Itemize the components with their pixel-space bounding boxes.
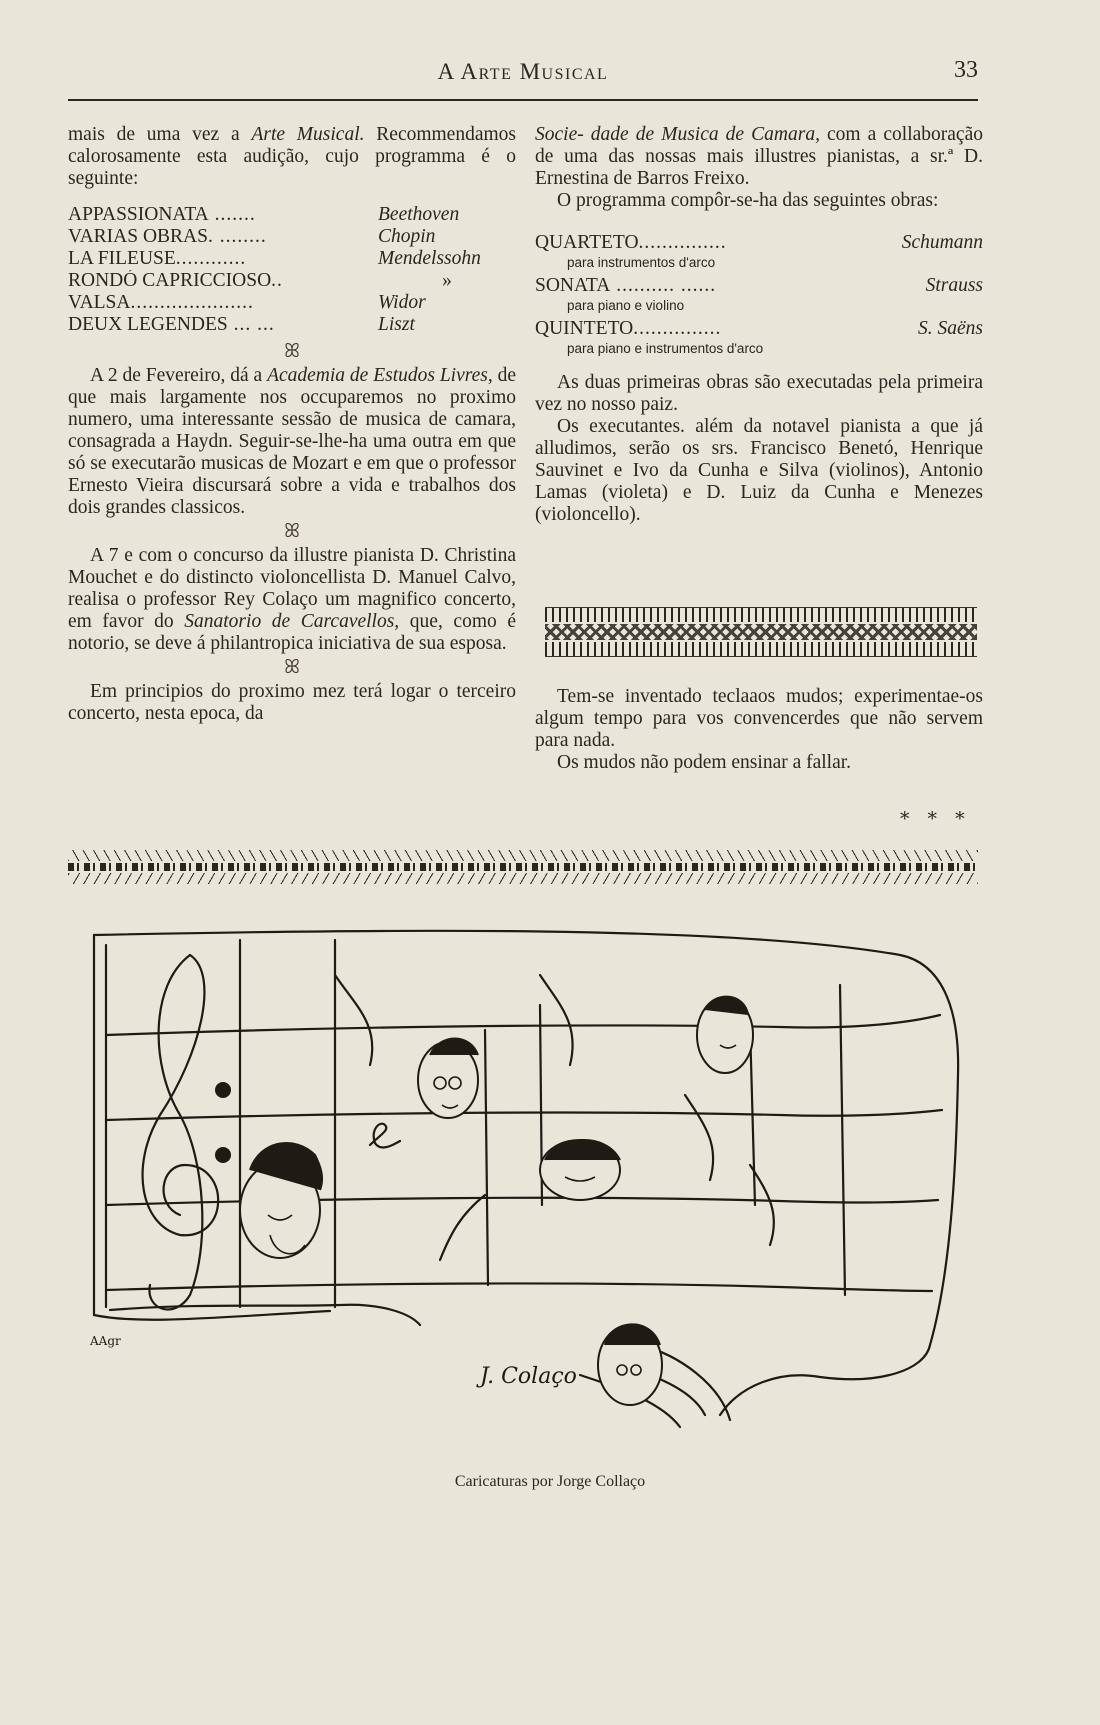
program-row	[68, 292, 516, 314]
intro-paragraph: mais de uma vez a Arte Musical. Recommendamos calorosamente esta audição, cujo programma é o seguinte:	[68, 124, 516, 189]
work-title: VARIAS OBRAS. ........	[68, 226, 267, 247]
paragraph-academia: A 2 de Fevereiro, dá a Academia de Estudos Livres, de que mais largamente nos occuparemos no proximo numero, uma interessante sessão de musica de camara, consagrada a Haydn. Seguir-se-lhe-ha uma outra em que só se executarão musicas de Mozart e em que o professor Ernesto Vieira discursará sobre a vida e trabalhos dos dois grandes classicos.	[68, 365, 517, 518]
paragraph-primeiras: As duas primeiras obras são executadas pela primeira vez no nosso paiz.	[535, 372, 983, 415]
clef-dot	[215, 1082, 231, 1098]
program-row	[68, 248, 516, 270]
paragraph-sociedade: Em principios do proximo mez terá logar o terceiro concerto, nesta epoca, da	[68, 681, 516, 724]
paragraph-teclados: Tem-se inventado teclaaos mudos; experimentae-os algum tempo para vos convencerdes que não servem para nada.	[535, 686, 983, 751]
composer-name: Mendelssohn	[378, 248, 481, 269]
program-row	[68, 226, 516, 248]
left-program-table	[68, 204, 516, 336]
fleuron-ornament: ꕤ	[284, 341, 300, 362]
composer-name: Schumann	[901, 232, 983, 253]
left-column	[68, 124, 516, 725]
figure-caption: Caricaturas por Jorge Collaço	[454, 1473, 646, 1490]
instrumentation-note: para instrumentos d'arco	[567, 255, 716, 270]
program-row	[68, 204, 516, 226]
program-row	[68, 314, 516, 336]
program-intro: O programma compôr-se-ha das seguintes obras:	[557, 190, 939, 211]
program-row	[535, 232, 983, 254]
header-rule	[68, 99, 978, 101]
fleuron-ornament: ꕤ	[284, 657, 300, 678]
composer-name: Beethoven	[378, 204, 460, 225]
work-title: VALSA.....................	[68, 292, 254, 313]
monogram: AAgr	[90, 1334, 121, 1348]
right-program-list	[535, 232, 983, 358]
instrumentation-note: para piano e instrumentos d'arco	[567, 341, 764, 356]
composer-name: Liszt	[378, 314, 415, 335]
paragraph-sociedade-cont: Socie- dade de Musica de Camara, com a collaboração de uma das nossas mais illustres pianistas, a sr.ª D. Ernestina de Barros Freixo.	[535, 124, 983, 189]
right-column-lower	[535, 686, 983, 774]
page-number: 33	[954, 57, 978, 83]
work-title: LA FILEUSE............	[68, 248, 247, 269]
program-row	[535, 318, 983, 340]
page-header	[68, 55, 978, 91]
paragraph-concerto: A 7 e com o concurso da illustre pianista D. Christina Mouchet e do distincto violoncellista D. Manuel Calvo, realisa o professor Rey Colaço um magnifico concerto, em favor do Sanatorio de Carcavellos, que, como é notorio, se deve á philantropica iniciativa de sua esposa.	[68, 545, 516, 654]
instrumentation-note: para piano e violino	[567, 298, 685, 313]
work-title: DEUX LEGENDES ... ...	[68, 314, 275, 335]
fleuron-ornament: ꕤ	[284, 521, 300, 542]
ornament-band	[545, 607, 977, 657]
ornament-border	[68, 850, 978, 884]
program-row	[535, 275, 983, 297]
work-title: QUINTETO...............	[535, 318, 722, 339]
artist-signature: J. Colaço	[480, 1364, 577, 1389]
running-title: A Arte Musical	[437, 59, 609, 84]
composer-name: S. Saëns	[918, 318, 983, 339]
composer-name: Widor	[378, 292, 426, 313]
work-title: RONDÓ CAPRICCIOSO..	[68, 270, 283, 291]
work-title: SONATA .......... ......	[535, 275, 717, 296]
work-title: APPASSIONATA .......	[68, 204, 256, 225]
composer-name: »	[442, 270, 452, 291]
clef-dot	[215, 1147, 231, 1163]
asterism: * * *	[900, 808, 971, 830]
paragraph-executantes: Os executantes. além da notavel pianista a que já alludimos, serão os srs. Francisco Benetó, Henrique Sauvinet e Ivo da Cunha e Silva (violinos), Antonio Lamas (violeta) e D. Luiz da Cunha e Menezes (violoncello).	[535, 416, 983, 525]
caricature-illustration	[80, 915, 980, 1435]
paragraph-mudos: Os mudos não podem ensinar a fallar.	[557, 752, 852, 773]
composer-name: Strauss	[925, 275, 983, 296]
right-column	[535, 124, 983, 526]
program-row	[68, 270, 516, 292]
work-title: QUARTETO...............	[535, 232, 727, 253]
composer-name: Chopin	[378, 226, 436, 247]
